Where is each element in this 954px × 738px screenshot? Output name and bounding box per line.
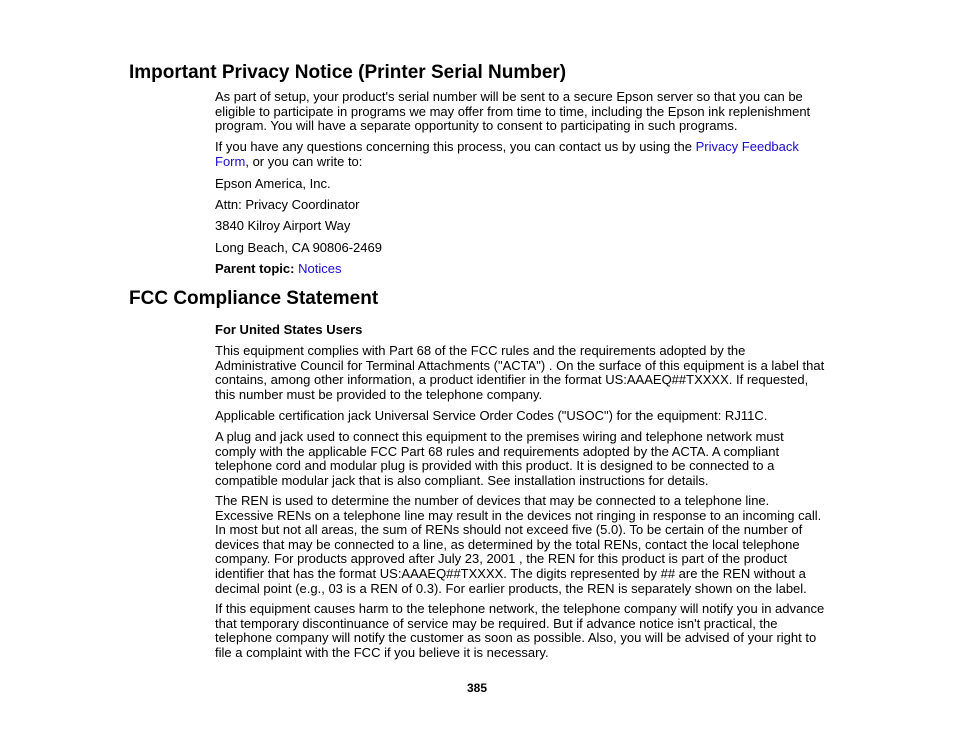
fcc-paragraph-3: A plug and jack used to connect this equipment to the premises wiring and telephone network must comply with the applicable FCC Part 68 rules and requirements adopted by the ACTA. A compliant telephone cord and modular plug is provided with this product. It is designed to be connected to a compatible modular jack that is also compliant. See installation instructions for details. bbox=[215, 429, 784, 488]
address-line-company: Epson America, Inc. bbox=[215, 176, 331, 191]
notices-link[interactable]: Notices bbox=[298, 261, 342, 276]
fcc-paragraph-4: The REN is used to determine the number of devices that may be connected to a telephone line. Excessive RENs on a telephone line may result in the devices not ringing in response to an incoming call. In most but not all areas, the sum of RENs should not exceed five (5.0). To be certain of the number of devices that may be connected to a line, as determined by the total RENs, contact the local telephone company. For products approved after July 23, 2001 , the REN for this product is part of the product identifier that has the format US:AAAEQ##TXXXX. The digits represented by ## are the REN without a decimal point (e.g., 03 is a REN of 0.3). For earlier products, the REN is separately shown on the label. bbox=[215, 493, 822, 596]
fcc-paragraph-1: This equipment complies with Part 68 of the FCC rules and the requirements adopted by the Administrative Council for Terminal Attachments ("ACTA") . On the surface of this equipment is a label that contains, among other information, a product identifier in the format US:AAAEQ##TXXXX. If requested, this number must be provided to the telephone company. bbox=[215, 343, 825, 402]
privacy-paragraph-2-text: If you have any questions concerning this process, you can contact us by using the bbox=[215, 139, 696, 154]
fcc-paragraph-5: If this equipment causes harm to the telephone network, the telephone company will notify you in advance that temporary discontinuance of service may be required. But if advance notice isn't practical, the telephone company will notify the customer as soon as possible. Also, you will be advised of your right to file a complaint with the FCC if you believe it is necessary. bbox=[215, 601, 825, 660]
fcc-paragraph-2: Applicable certification jack Universal Service Order Codes ("USOC") for the equipment: RJ11C. bbox=[215, 408, 768, 423]
address-line-attn: Attn: Privacy Coordinator bbox=[215, 197, 360, 212]
privacy-feedback-form-link[interactable]: Privacy Feedback Form bbox=[215, 139, 799, 169]
address-line-street: 3840 Kilroy Airport Way bbox=[215, 218, 351, 233]
parent-topic bbox=[215, 261, 341, 276]
privacy-heading: Important Privacy Notice (Printer Serial Number) bbox=[129, 62, 567, 83]
address-line-city: Long Beach, CA 90806-2469 bbox=[215, 240, 382, 255]
privacy-paragraph-1: As part of setup, your product's serial number will be sent to a secure Epson server so that you can be eligible to participate in programs we may offer from time to time, including the Epson ink replenishment program. You will have a separate opportunity to consent to participating in such programs. bbox=[215, 89, 811, 134]
privacy-paragraph-2-suffix: , or you can write to: bbox=[245, 153, 363, 169]
parent-topic-label: Parent topic: bbox=[215, 261, 295, 276]
fcc-subheading: For United States Users bbox=[215, 322, 363, 337]
fcc-heading: FCC Compliance Statement bbox=[129, 288, 379, 309]
page-number: 385 bbox=[466, 681, 488, 695]
privacy-paragraph-2 bbox=[215, 140, 827, 169]
